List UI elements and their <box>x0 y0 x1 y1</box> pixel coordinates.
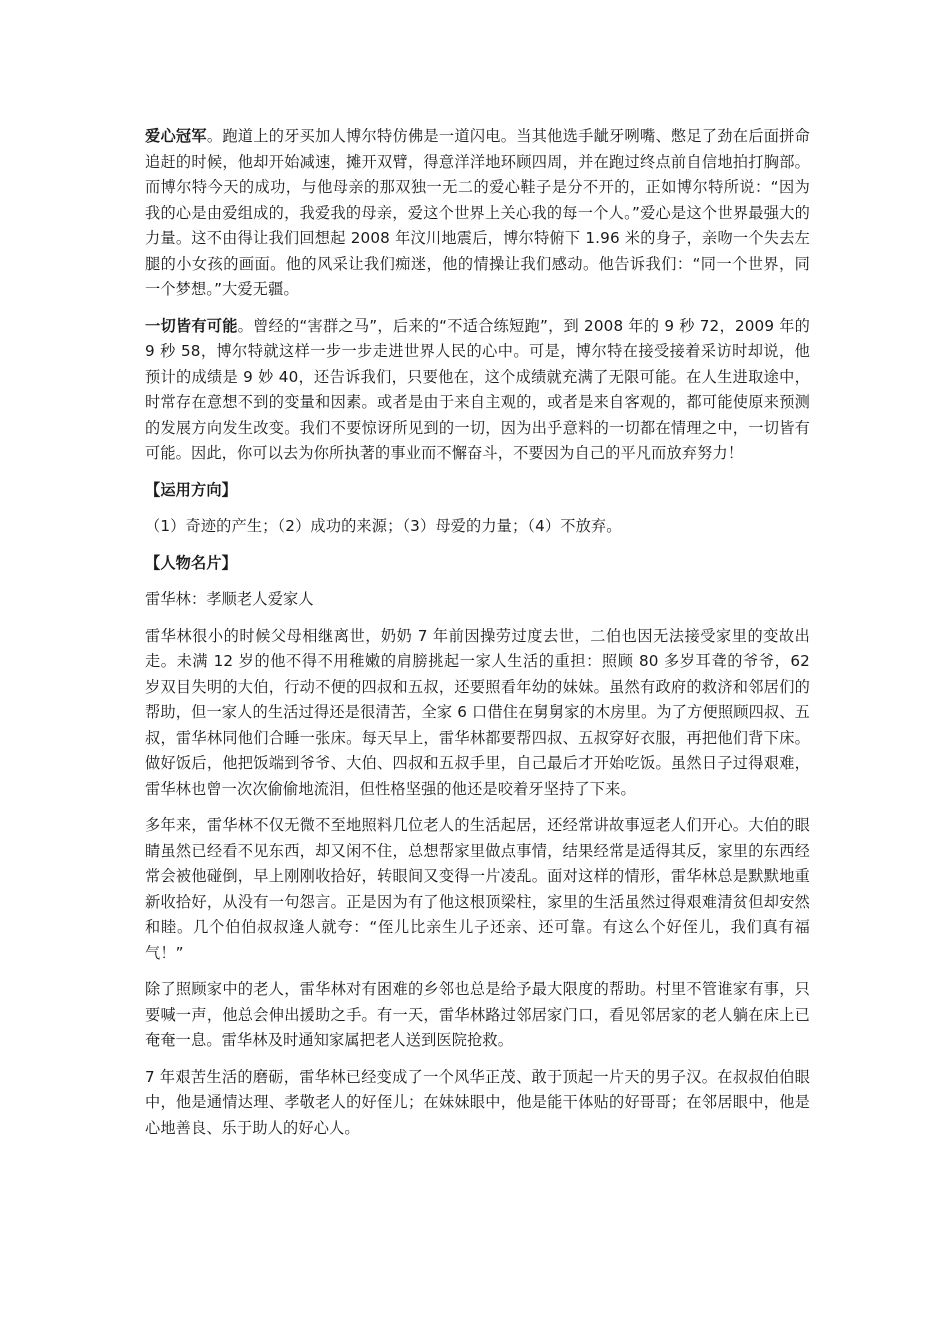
document-page <box>145 124 810 1152</box>
paragraph-lead: 爱心冠军 <box>145 127 207 145</box>
profile-paragraph: 多年来，雷华林不仅无微不至地照料几位老人的生活起居，还经常讲故事逗老人们开心。大伯的眼睛虽然已经看不见东西，却又闲不住，总想帮家里做点事情，结果经常是适得其反，家里的东西经常会被他碰倒，早上刚刚收拾好，转眼间又变得一片凌乱。面对这样的情形，雷华林总是默默地重新收拾好，从没有一句怨言。正是因为有了他这根顶梁柱，家里的生活虽然过得艰难清贫但却安然和睦。几个伯伯叔叔逢人就夸：“侄儿比亲生儿子还亲、还可靠。有这么个好侄儿，我们真有福气！” <box>145 816 810 962</box>
paragraph-lead: 一切皆有可能 <box>145 316 238 335</box>
profile-subtitle: 雷华林：孝顺老人爱家人 <box>145 590 314 608</box>
paragraph-love-champion <box>145 124 810 303</box>
usage-text: （1）奇迹的产生；（2）成功的来源；（3）母爱的力量；（4）不放弃。 <box>145 517 622 535</box>
paragraph-anything-possible <box>145 314 810 467</box>
profile-paragraph: 除了照顾家中的老人，雷华林对有困难的乡邻也总是给予最大限度的帮助。村里不管谁家有事，只要喊一声，他总会伸出援助之手。有一天，雷华林路过邻居家门口，看见邻居家的老人躺在床上已奄奄一息。雷华林及时通知家属把老人送到医院抢救。 <box>145 980 810 1049</box>
profile-paragraph: 7 年艰苦生活的磨砺，雷华林已经变成了一个风华正茂、敢于顶起一片天的男子汉。在叔叔伯伯眼中，他是通情达理、孝敬老人的好侄儿；在妹妹眼中，他是能干体贴的好哥哥；在邻居眼中，他是心地善良、乐于助人的好心人。 <box>145 1067 810 1137</box>
profile-heading: 【人物名片】 <box>145 553 238 572</box>
paragraph-body: 。跑道上的牙买加人博尔特仿佛是一道闪电。当其他选手龇牙咧嘴、憋足了劲在后面拼命追赶的时候，他却开始减速，摊开双臂，得意洋洋地环顾四周，并在跑过终点前自信地拍打胸部。而博尔特今天的成功，与他母亲的那双独一无二的爱心鞋子是分不开的，正如博尔特所说：“因为我的心是由爱组成的，我爱我的母亲，爱这个世界上关心我的每一个人。”爱心是这个世界最强大的力量。这不由得让我们回想起 2008 年汶川地震后，博尔特俯下 1.96 米的身子，亲吻一个失去左腿的小女孩的画面。他的风采让我们痴迷，他的情操让我们感动。他告诉我们：“同一个世界，同一个梦想。”大爱无疆。 <box>145 127 810 298</box>
usage-heading: 【运用方向】 <box>145 480 238 499</box>
profile-paragraph: 雷华林很小的时候父母相继离世，奶奶 7 年前因操劳过度去世，二伯也因无法接受家里的变故出走。未满 12 岁的他不得不用稚嫩的肩膀挑起一家人生活的重担：照顾 80 多岁耳聋的爷爷，62 岁双目失明的大伯，行动不便的四叔和五叔，还要照看年幼的妹妹。虽然有政府的救济和邻居们的帮助，但一家人的生活过得还是很清苦，全家 6 口借住在舅舅家的木房里。为了方便照顾四叔、五叔，雷华林同他们合睡一张床。每天早上，雷华林都要帮四叔、五叔穿好衣服，再把他们背下床。做好饭后，他把饭端到爷爷、大伯、四叔和五叔手里，自己最后才开始吃饭。虽然日子过得艰难，雷华林也曾一次次偷偷地流泪，但性格坚强的他还是咬着牙坚持了下来。 <box>145 626 810 798</box>
paragraph-body: 。曾经的“害群之马”，后来的“不适合练短跑”，到 2008 年的 9 秒 72，2009 年的 9 秒 58，博尔特就这样一步一步走进世界人民的心中。可是，博尔特在接受接着采访时却说，他预计的成绩是 9 妙 40，还告诉我们，只要他在，这个成绩就充满了无限可能。在人生进取途中，时常存在意想不到的变量和因素。或者是由于来自主观的，或者是来自客观的，都可能使原来预测的发展方向发生改变。我们不要惊讶所见到的一切，因为出乎意料的一切都在情理之中，一切皆有可能。因此，你可以去为你所执著的事业而不懈奋斗，不要因为自己的平凡而放弃努力！ <box>145 316 811 462</box>
